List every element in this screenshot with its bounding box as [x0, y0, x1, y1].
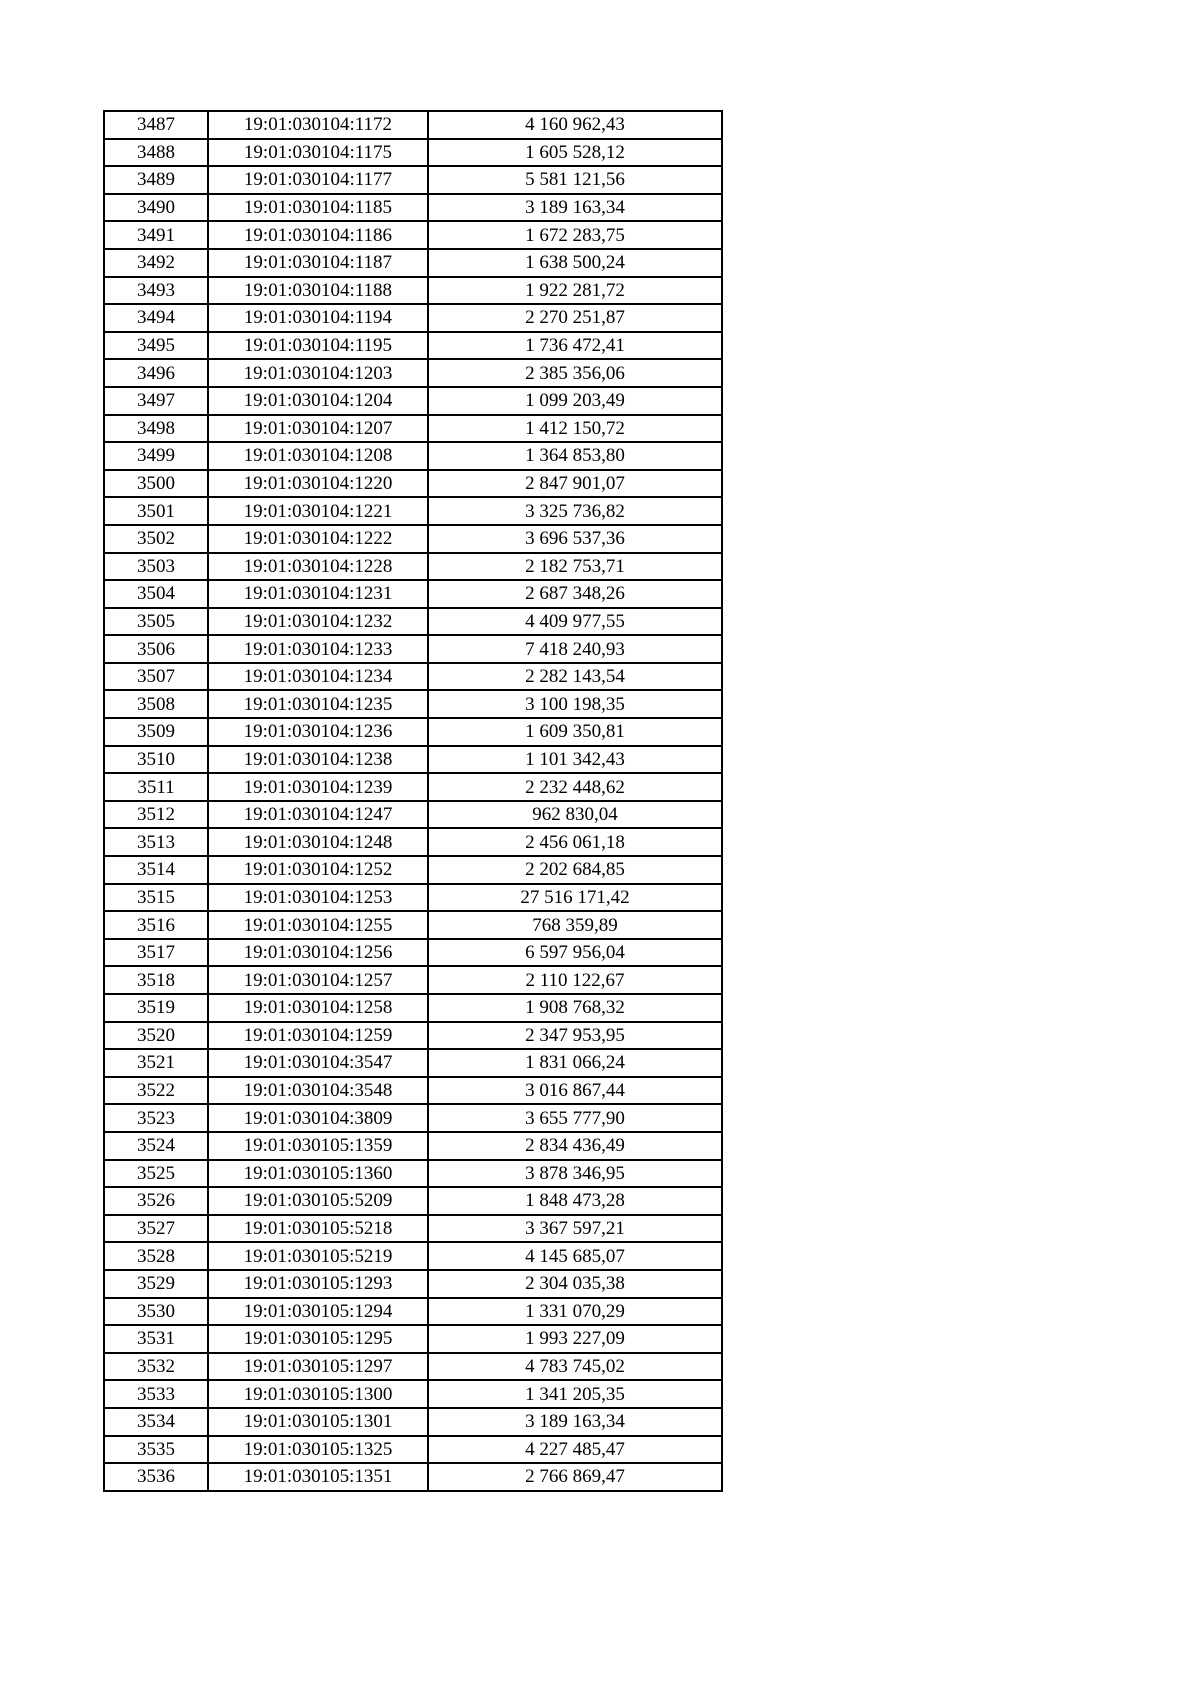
cadastral-number-cell: 19:01:030104:1259: [208, 1022, 428, 1050]
cadastral-number-cell: 19:01:030104:1248: [208, 828, 428, 856]
cadastral-value-cell: 1 908 768,32: [428, 994, 722, 1022]
cadastral-value-cell: 3 100 198,35: [428, 690, 722, 718]
table-row: [104, 1049, 722, 1077]
cadastral-value-cell: 2 347 953,95: [428, 1022, 722, 1050]
cadastral-value-cell: 4 145 685,07: [428, 1242, 722, 1270]
row-number-cell: 3508: [104, 690, 208, 718]
cadastral-number-cell: 19:01:030104:1253: [208, 884, 428, 912]
cadastral-number-cell: 19:01:030104:1172: [208, 111, 428, 139]
row-number-cell: 3490: [104, 194, 208, 222]
row-number-cell: 3527: [104, 1215, 208, 1243]
cadastral-number-cell: 19:01:030104:1257: [208, 966, 428, 994]
table-row: [104, 1325, 722, 1353]
cadastral-value-cell: 4 783 745,02: [428, 1353, 722, 1381]
cadastral-number-cell: 19:01:030105:5219: [208, 1242, 428, 1270]
row-number-cell: 3500: [104, 470, 208, 498]
cadastral-value-cell: 768 359,89: [428, 911, 722, 939]
cadastral-number-cell: 19:01:030104:1203: [208, 359, 428, 387]
table-row: [104, 884, 722, 912]
table-row: [104, 911, 722, 939]
cadastral-number-cell: 19:01:030105:1301: [208, 1408, 428, 1436]
row-number-cell: 3532: [104, 1353, 208, 1381]
table-row: [104, 1077, 722, 1105]
row-number-cell: 3534: [104, 1408, 208, 1436]
cadastral-number-cell: 19:01:030104:1231: [208, 580, 428, 608]
row-number-cell: 3530: [104, 1298, 208, 1326]
row-number-cell: 3501: [104, 497, 208, 525]
row-number-cell: 3519: [104, 994, 208, 1022]
cadastral-number-cell: 19:01:030104:1233: [208, 635, 428, 663]
row-number-cell: 3531: [104, 1325, 208, 1353]
cadastral-number-cell: 19:01:030105:5218: [208, 1215, 428, 1243]
row-number-cell: 3522: [104, 1077, 208, 1105]
table-row: [104, 663, 722, 691]
cadastral-value-cell: 1 609 350,81: [428, 718, 722, 746]
cadastral-number-cell: 19:01:030104:1247: [208, 801, 428, 829]
cadastral-number-cell: 19:01:030104:1239: [208, 773, 428, 801]
cadastral-value-cell: 3 696 537,36: [428, 525, 722, 553]
cadastral-number-cell: 19:01:030104:1204: [208, 387, 428, 415]
cadastral-number-cell: 19:01:030104:1194: [208, 304, 428, 332]
table-row: [104, 966, 722, 994]
cadastral-number-cell: 19:01:030105:1295: [208, 1325, 428, 1353]
table-row: [104, 1104, 722, 1132]
cadastral-value-cell: 1 341 205,35: [428, 1380, 722, 1408]
row-number-cell: 3529: [104, 1270, 208, 1298]
cadastral-value-cell: 2 110 122,67: [428, 966, 722, 994]
cadastral-value-cell: 1 364 853,80: [428, 442, 722, 470]
cadastral-number-cell: 19:01:030104:1177: [208, 166, 428, 194]
row-number-cell: 3502: [104, 525, 208, 553]
cadastral-number-cell: 19:01:030105:1293: [208, 1270, 428, 1298]
table-row: [104, 1132, 722, 1160]
table-row: [104, 442, 722, 470]
table-row: [104, 304, 722, 332]
row-number-cell: 3496: [104, 359, 208, 387]
row-number-cell: 3517: [104, 939, 208, 967]
cadastral-value-cell: 2 766 869,47: [428, 1463, 722, 1491]
cadastral-number-cell: 19:01:030105:1297: [208, 1353, 428, 1381]
cadastral-number-cell: 19:01:030104:1232: [208, 608, 428, 636]
table-row: [104, 415, 722, 443]
cadastral-number-cell: 19:01:030104:1185: [208, 194, 428, 222]
row-number-cell: 3509: [104, 718, 208, 746]
row-number-cell: 3492: [104, 249, 208, 277]
table-row: [104, 1187, 722, 1215]
cadastral-value-cell: 1 412 150,72: [428, 415, 722, 443]
table-row: [104, 994, 722, 1022]
cadastral-number-cell: 19:01:030104:1208: [208, 442, 428, 470]
table-body: [104, 111, 722, 1491]
cadastral-value-cell: 962 830,04: [428, 801, 722, 829]
cadastral-value-cell: 2 202 684,85: [428, 856, 722, 884]
cadastral-value-cell: 3 016 867,44: [428, 1077, 722, 1105]
table-row: [104, 746, 722, 774]
cadastral-number-cell: 19:01:030104:1255: [208, 911, 428, 939]
cadastral-value-cell: 4 227 485,47: [428, 1436, 722, 1464]
table-row: [104, 332, 722, 360]
table-row: [104, 1380, 722, 1408]
cadastral-number-cell: 19:01:030105:1360: [208, 1160, 428, 1188]
cadastral-value-cell: 3 878 346,95: [428, 1160, 722, 1188]
cadastral-value-cell: 1 605 528,12: [428, 139, 722, 167]
cadastral-value-cell: 2 232 448,62: [428, 773, 722, 801]
row-number-cell: 3528: [104, 1242, 208, 1270]
row-number-cell: 3526: [104, 1187, 208, 1215]
row-number-cell: 3518: [104, 966, 208, 994]
row-number-cell: 3494: [104, 304, 208, 332]
cadastral-number-cell: 19:01:030105:1300: [208, 1380, 428, 1408]
cadastral-value-cell: 27 516 171,42: [428, 884, 722, 912]
table-row: [104, 635, 722, 663]
table-row: [104, 1353, 722, 1381]
table-row: [104, 139, 722, 167]
table-row: [104, 1436, 722, 1464]
row-number-cell: 3525: [104, 1160, 208, 1188]
cadastral-number-cell: 19:01:030104:1188: [208, 277, 428, 305]
table-row: [104, 497, 722, 525]
cadastral-number-cell: 19:01:030104:3548: [208, 1077, 428, 1105]
cadastral-value-cell: 3 189 163,34: [428, 194, 722, 222]
table-row: [104, 553, 722, 581]
table-row: [104, 249, 722, 277]
cadastral-value-cell: 2 270 251,87: [428, 304, 722, 332]
cadastral-value-cell: 2 456 061,18: [428, 828, 722, 856]
table-row: [104, 1242, 722, 1270]
table-row: [104, 1215, 722, 1243]
cadastral-value-cell: 1 101 342,43: [428, 746, 722, 774]
row-number-cell: 3495: [104, 332, 208, 360]
cadastral-number-cell: 19:01:030104:1252: [208, 856, 428, 884]
cadastral-value-cell: 2 182 753,71: [428, 553, 722, 581]
row-number-cell: 3510: [104, 746, 208, 774]
cadastral-number-cell: 19:01:030105:1325: [208, 1436, 428, 1464]
cadastral-value-cell: 5 581 121,56: [428, 166, 722, 194]
cadastral-value-cell: 2 847 901,07: [428, 470, 722, 498]
table-row: [104, 828, 722, 856]
table-row: [104, 221, 722, 249]
cadastral-value-cell: 1 331 070,29: [428, 1298, 722, 1326]
row-number-cell: 3488: [104, 139, 208, 167]
cadastral-number-cell: 19:01:030104:1195: [208, 332, 428, 360]
cadastral-number-cell: 19:01:030104:1236: [208, 718, 428, 746]
table-row: [104, 470, 722, 498]
table-row: [104, 608, 722, 636]
cadastral-number-cell: 19:01:030104:1228: [208, 553, 428, 581]
row-number-cell: 3512: [104, 801, 208, 829]
cadastral-value-cell: 2 687 348,26: [428, 580, 722, 608]
row-number-cell: 3504: [104, 580, 208, 608]
table-row: [104, 1270, 722, 1298]
cadastral-value-cell: 3 367 597,21: [428, 1215, 722, 1243]
table-row: [104, 690, 722, 718]
row-number-cell: 3513: [104, 828, 208, 856]
cadastral-value-cell: 3 189 163,34: [428, 1408, 722, 1436]
row-number-cell: 3499: [104, 442, 208, 470]
table-row: [104, 1022, 722, 1050]
row-number-cell: 3535: [104, 1436, 208, 1464]
table-row: [104, 525, 722, 553]
cadastral-value-cell: 7 418 240,93: [428, 635, 722, 663]
cadastral-value-cell: 1 831 066,24: [428, 1049, 722, 1077]
table-row: [104, 1298, 722, 1326]
row-number-cell: 3520: [104, 1022, 208, 1050]
cadastral-value-cell: 3 655 777,90: [428, 1104, 722, 1132]
cadastral-value-table: [103, 110, 723, 1492]
row-number-cell: 3487: [104, 111, 208, 139]
cadastral-number-cell: 19:01:030105:1359: [208, 1132, 428, 1160]
table-row: [104, 856, 722, 884]
table-row: [104, 359, 722, 387]
cadastral-number-cell: 19:01:030104:1220: [208, 470, 428, 498]
row-number-cell: 3497: [104, 387, 208, 415]
table-row: [104, 277, 722, 305]
cadastral-value-cell: 1 922 281,72: [428, 277, 722, 305]
cadastral-value-cell: 4 409 977,55: [428, 608, 722, 636]
row-number-cell: 3491: [104, 221, 208, 249]
cadastral-value-cell: 2 834 436,49: [428, 1132, 722, 1160]
cadastral-value-cell: 4 160 962,43: [428, 111, 722, 139]
cadastral-value-cell: 1 993 227,09: [428, 1325, 722, 1353]
row-number-cell: 3511: [104, 773, 208, 801]
cadastral-number-cell: 19:01:030104:1187: [208, 249, 428, 277]
cadastral-number-cell: 19:01:030104:1235: [208, 690, 428, 718]
table-row: [104, 773, 722, 801]
cadastral-number-cell: 19:01:030105:1351: [208, 1463, 428, 1491]
row-number-cell: 3515: [104, 884, 208, 912]
cadastral-number-cell: 19:01:030104:1258: [208, 994, 428, 1022]
row-number-cell: 3516: [104, 911, 208, 939]
table-row: [104, 166, 722, 194]
cadastral-number-cell: 19:01:030104:3547: [208, 1049, 428, 1077]
cadastral-number-cell: 19:01:030104:1175: [208, 139, 428, 167]
cadastral-value-cell: 3 325 736,82: [428, 497, 722, 525]
cadastral-value-cell: 2 304 035,38: [428, 1270, 722, 1298]
row-number-cell: 3507: [104, 663, 208, 691]
table-row: [104, 580, 722, 608]
cadastral-value-cell: 2 282 143,54: [428, 663, 722, 691]
row-number-cell: 3523: [104, 1104, 208, 1132]
table-row: [104, 1160, 722, 1188]
row-number-cell: 3521: [104, 1049, 208, 1077]
table-row: [104, 387, 722, 415]
cadastral-number-cell: 19:01:030104:3809: [208, 1104, 428, 1132]
row-number-cell: 3493: [104, 277, 208, 305]
table-row: [104, 111, 722, 139]
cadastral-value-cell: 1 736 472,41: [428, 332, 722, 360]
table-row: [104, 939, 722, 967]
row-number-cell: 3514: [104, 856, 208, 884]
table-row: [104, 1463, 722, 1491]
table-row: [104, 718, 722, 746]
cadastral-number-cell: 19:01:030104:1207: [208, 415, 428, 443]
cadastral-value-cell: 1 672 283,75: [428, 221, 722, 249]
cadastral-value-cell: 2 385 356,06: [428, 359, 722, 387]
cadastral-number-cell: 19:01:030104:1221: [208, 497, 428, 525]
row-number-cell: 3506: [104, 635, 208, 663]
cadastral-value-cell: 1 099 203,49: [428, 387, 722, 415]
cadastral-number-cell: 19:01:030105:1294: [208, 1298, 428, 1326]
row-number-cell: 3498: [104, 415, 208, 443]
row-number-cell: 3536: [104, 1463, 208, 1491]
cadastral-value-cell: 1 638 500,24: [428, 249, 722, 277]
table-row: [104, 801, 722, 829]
row-number-cell: 3503: [104, 553, 208, 581]
cadastral-number-cell: 19:01:030104:1222: [208, 525, 428, 553]
row-number-cell: 3505: [104, 608, 208, 636]
cadastral-number-cell: 19:01:030104:1234: [208, 663, 428, 691]
row-number-cell: 3524: [104, 1132, 208, 1160]
cadastral-number-cell: 19:01:030104:1256: [208, 939, 428, 967]
row-number-cell: 3533: [104, 1380, 208, 1408]
table-row: [104, 1408, 722, 1436]
cadastral-value-cell: 6 597 956,04: [428, 939, 722, 967]
cadastral-number-cell: 19:01:030104:1238: [208, 746, 428, 774]
cadastral-number-cell: 19:01:030105:5209: [208, 1187, 428, 1215]
cadastral-number-cell: 19:01:030104:1186: [208, 221, 428, 249]
row-number-cell: 3489: [104, 166, 208, 194]
table-row: [104, 194, 722, 222]
cadastral-value-cell: 1 848 473,28: [428, 1187, 722, 1215]
